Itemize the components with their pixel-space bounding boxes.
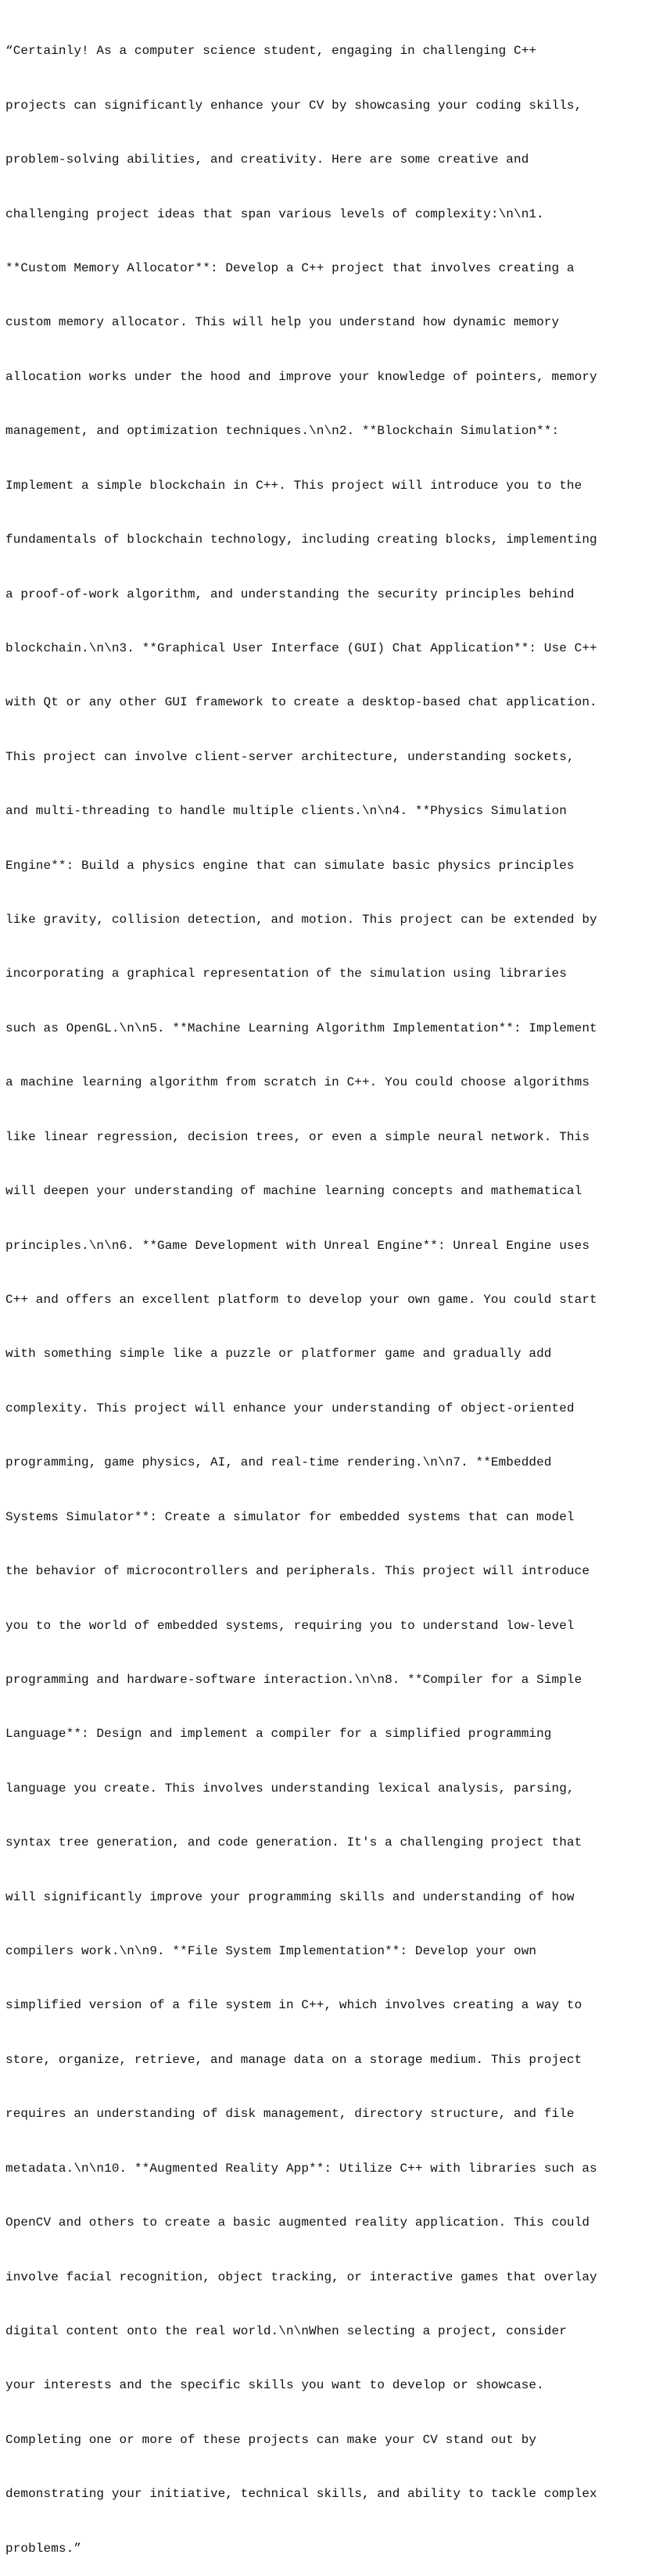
text-line: OpenCV and others to create a basic augmented reality application. This could <box>5 2215 590 2230</box>
text-line: store, organize, retrieve, and manage data on a storage medium. This project <box>5 2052 582 2067</box>
text-line: “Certainly! As a computer science student, engaging in challenging C++ <box>5 44 537 59</box>
text-line: This project can involve client-server architecture, understanding sockets, <box>5 749 575 764</box>
text-line: like gravity, collision detection, and motion. This project can be extended by <box>5 913 597 927</box>
text-line: and multi-threading to handle multiple clients.\n\n4. **Physics Simulation <box>5 804 567 819</box>
text-line: fundamentals of blockchain technology, including creating blocks, implementing <box>5 533 597 547</box>
text-line: a machine learning algorithm from scratch in C++. You could choose algorithms <box>5 1075 590 1090</box>
text-line: C++ and offers an excellent platform to develop your own game. You could start <box>5 1292 597 1307</box>
text-line: blockchain.\n\n3. **Graphical User Interface (GUI) Chat Application**: Use C++ <box>5 640 597 655</box>
text-line: with Qt or any other GUI framework to create a desktop-based chat application. <box>5 695 597 710</box>
text-line: the behavior of microcontrollers and peripherals. This project will introduce <box>5 1564 590 1579</box>
text-line: will significantly improve your programming skills and understanding of how <box>5 1889 575 1904</box>
text-line: Systems Simulator**: Create a simulator for embedded systems that can model <box>5 1509 575 1524</box>
text-line: management, and optimization techniques.\n\n2. **Blockchain Simulation**: <box>5 424 560 439</box>
text-line: Completing one or more of these projects can make your CV stand out by <box>5 2432 537 2447</box>
text-line: metadata.\n\n10. **Augmented Reality App**: Utilize C++ with libraries such as <box>5 2161 597 2176</box>
text-line: demonstrating your initiative, technical skills, and ability to tackle complex <box>5 2487 597 2502</box>
text-line: problem-solving abilities, and creativity. Here are some creative and <box>5 152 529 167</box>
text-line: your interests and the specific skills you want to develop or showcase. <box>5 2378 544 2393</box>
text-line: programming and hardware-software interaction.\n\n8. **Compiler for a Simple <box>5 1672 582 1687</box>
text-line: requires an understanding of disk management, directory structure, and file <box>5 2107 575 2122</box>
text-line: custom memory allocator. This will help you understand how dynamic memory <box>5 315 560 330</box>
text-line: language you create. This involves understanding lexical analysis, parsing, <box>5 1781 575 1796</box>
text-line: involve facial recognition, object tracking, or interactive games that overlay <box>5 2269 597 2284</box>
text-line: Language**: Design and implement a compiler for a simplified programming <box>5 1727 552 1742</box>
text-line: like linear regression, decision trees, or even a simple neural network. This <box>5 1129 590 1144</box>
text-line: compilers work.\n\n9. **File System Implementation**: Develop your own <box>5 1944 537 1959</box>
text-line: Engine**: Build a physics engine that can simulate basic physics principles <box>5 858 575 873</box>
text-line: principles.\n\n6. **Game Development with Unreal Engine**: Unreal Engine uses <box>5 1238 590 1253</box>
text-line: you to the world of embedded systems, requiring you to understand low-level <box>5 1618 575 1633</box>
text-line: simplified version of a file system in C++, which involves creating a way to <box>5 1998 582 2013</box>
text-line: with something simple like a puzzle or platformer game and gradually add <box>5 1347 552 1362</box>
text-line: challenging project ideas that span various levels of complexity:\n\n1. <box>5 206 544 221</box>
text-line: **Custom Memory Allocator**: Develop a C++ project that involves creating a <box>5 260 575 275</box>
text-line: allocation works under the hood and improve your knowledge of pointers, memory <box>5 369 597 384</box>
text-line: syntax tree generation, and code generation. It's a challenging project that <box>5 1835 582 1850</box>
text-line: Implement a simple blockchain in C++. This project will introduce you to the <box>5 478 582 493</box>
text-line: projects can significantly enhance your CV by showcasing your coding skills, <box>5 98 582 113</box>
text-line: digital content onto the real world.\n\nWhen selecting a project, consider <box>5 2324 567 2338</box>
text-line: complexity. This project will enhance your understanding of object-oriented <box>5 1401 575 1415</box>
document-text-block <box>5 6 661 2576</box>
text-line: problems.” <box>5 2541 82 2556</box>
text-line: such as OpenGL.\n\n5. **Machine Learning Algorithm Implementation**: Implement <box>5 1021 597 1035</box>
text-line: programming, game physics, AI, and real-time rendering.\n\n7. **Embedded <box>5 1455 552 1470</box>
text-line: a proof-of-work algorithm, and understanding the security principles behind <box>5 587 575 601</box>
text-line: incorporating a graphical representation of the simulation using libraries <box>5 967 567 981</box>
text-line: will deepen your understanding of machine learning concepts and mathematical <box>5 1184 582 1199</box>
